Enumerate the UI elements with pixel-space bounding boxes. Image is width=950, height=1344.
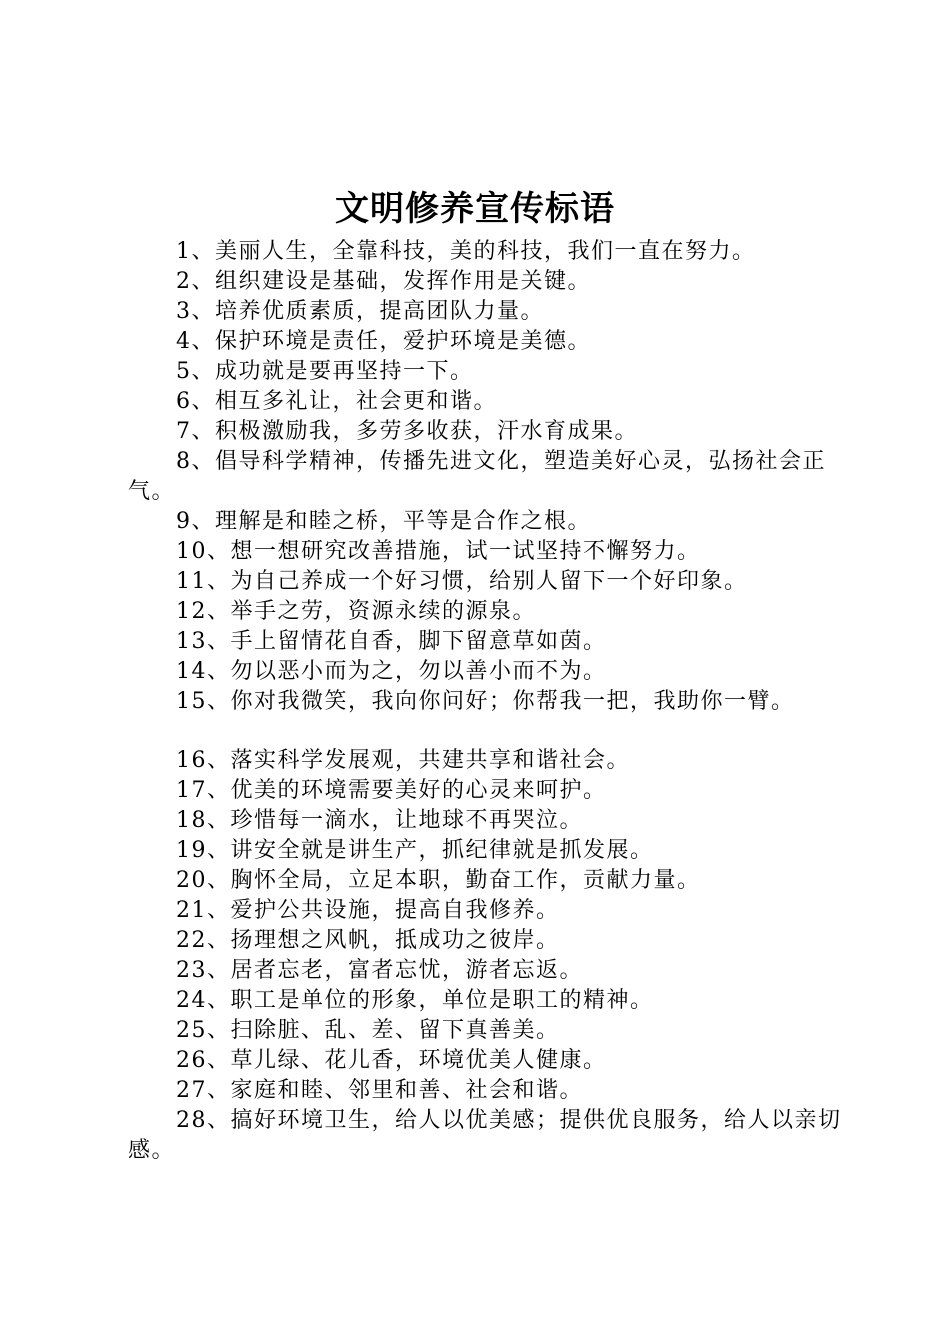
slogan-item: 23、居者忘老，富者忘忧，游者忘返。 <box>176 958 583 983</box>
slogan-item: 5、成功就是要再坚持一下。 <box>176 359 474 384</box>
slogan-item: 4、保护环境是责任，爱护环境是美德。 <box>176 329 591 354</box>
slogan-item: 13、手上留情花自香，脚下留意草如茵。 <box>176 629 607 654</box>
slogan-item: 3、培养优质素质，提高团队力量。 <box>176 299 544 324</box>
slogan-list <box>128 237 848 1166</box>
slogan-item: 20、胸怀全局，立足本职，勤奋工作，贡献力量。 <box>176 868 701 893</box>
slogan-item: 22、扬理想之风帆，抵成功之彼岸。 <box>176 928 560 953</box>
slogan-item: 14、勿以恶小而为之，勿以善小而不为。 <box>176 659 607 684</box>
slogan-item: 9、理解是和睦之桥，平等是合作之根。 <box>176 509 591 534</box>
slogan-item: 28、搞好环境卫生，给人以优美感；提供优良服务，给人以亲切感。 <box>128 1108 842 1163</box>
slogan-item: 26、草儿绿、花儿香，环境优美人健康。 <box>176 1048 607 1073</box>
slogan-item: 17、优美的环境需要美好的心灵来呵护。 <box>176 778 607 803</box>
slogan-item: 24、职工是单位的形象，单位是职工的精神。 <box>176 988 654 1013</box>
slogan-item: 12、举手之劳，资源永续的源泉。 <box>176 599 536 624</box>
slogan-item: 10、想一想研究改善措施，试一试坚持不懈努力。 <box>176 539 701 564</box>
document-title: 文明修养宣传标语 <box>335 189 615 229</box>
slogan-item: 8、倡导科学精神，传播先进文化，塑造美好心灵，弘扬社会正气。 <box>128 449 826 504</box>
slogan-item: 15、你对我微笑，我向你问好；你帮我一把，我助你一臂。 <box>176 689 795 714</box>
slogan-item: 25、扫除脏、乱、差、留下真善美。 <box>176 1018 560 1043</box>
slogan-item: 19、讲安全就是讲生产，抓纪律就是抓发展。 <box>176 838 654 863</box>
slogan-item: 21、爱护公共设施，提高自我修养。 <box>176 898 560 923</box>
slogan-item: 16、落实科学发展观，共建共享和谐社会。 <box>176 748 630 773</box>
slogan-item: 7、积极激励我，多劳多收获，汗水育成果。 <box>176 419 638 444</box>
slogan-item: 1、美丽人生，全靠科技，美的科技，我们一直在努力。 <box>176 239 756 264</box>
slogan-item: 6、相互多礼让，社会更和谐。 <box>176 389 497 414</box>
slogan-item: 27、家庭和睦、邻里和善、社会和谐。 <box>176 1078 583 1103</box>
slogan-item: 18、珍惜每一滴水，让地球不再哭泣。 <box>176 808 583 833</box>
slogan-item: 11、为自己养成一个好习惯，给别人留下一个好印象。 <box>176 569 748 594</box>
slogan-item: 2、组织建设是基础，发挥作用是关键。 <box>176 269 591 294</box>
